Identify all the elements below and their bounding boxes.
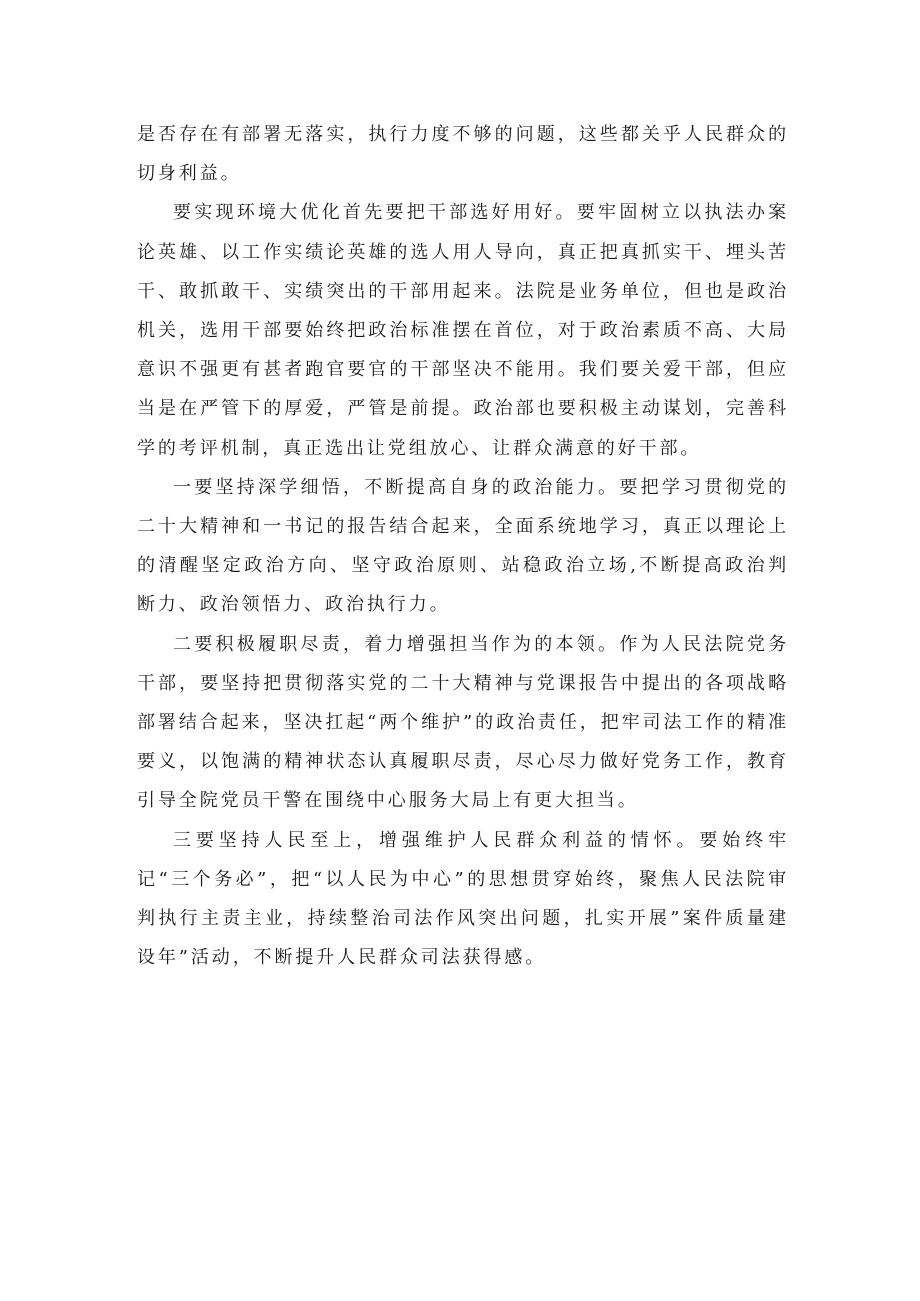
paragraph-2: 要实现环境大优化首先要把干部选好用好。要牢固树立以执法办案论英雄、以工作实绩论英雄的选人用人导向，真正把真抓实干、埋头苦干、敢抓敢干、实绩突出的干部用起来。法院是业务单位，但也是政治机关，选用干部要始终把政治标准摆在首位，对于政治素质不高、大局意识不强更有甚者跑官要官的干部坚决不能用。我们要关爱干部，但应当是在严管下的厚爱，严管是前提。政治部也要积极主动谋划，完善科学的考评机制，真正选出让党组放心、让群众满意的好干部。 xyxy=(137,202,789,459)
paragraph-4: 二要积极履职尽责，着力增强担当作为的本领。作为人民法院党务干部，要坚持把贯彻落实党的二十大精神与党课报告中提出的各项战略部署结合起来，坚决扛起“两个维护”的政治责任，把牢司法工作的精准要义，以饱满的精神状态认真履职尽责，尽心尽力做好党务工作，教育引导全院党员干警在围绕中心服务大局上有更大担当。 xyxy=(137,633,789,812)
paragraph-3: 一要坚持深学细悟，不断提高自身的政治能力。要把学习贯彻党的二十大精神和一书记的报告结合起来，全面系统地学习，真正以理论上的清醒坚定政治方向、坚守政治原则、站稳政治立场,不断提高政治判断力、政治领悟力、政治执行力。 xyxy=(137,476,789,616)
paragraph-1: 是否存在有部署无落实，执行力度不够的问题，这些都关乎人民群众的切身利益。 xyxy=(137,124,789,185)
paragraph-5: 三要坚持人民至上，增强维护人民群众利益的情怀。要始终牢记“三个务必”，把“以人民为中心”的思想贯穿始终，聚焦人民法院审判执行主责主业，持续整治司法作风突出问题，扎实开展”案件质量建设年”活动，不断提升人民群众司法获得感。 xyxy=(137,829,789,969)
document-body xyxy=(137,115,789,977)
